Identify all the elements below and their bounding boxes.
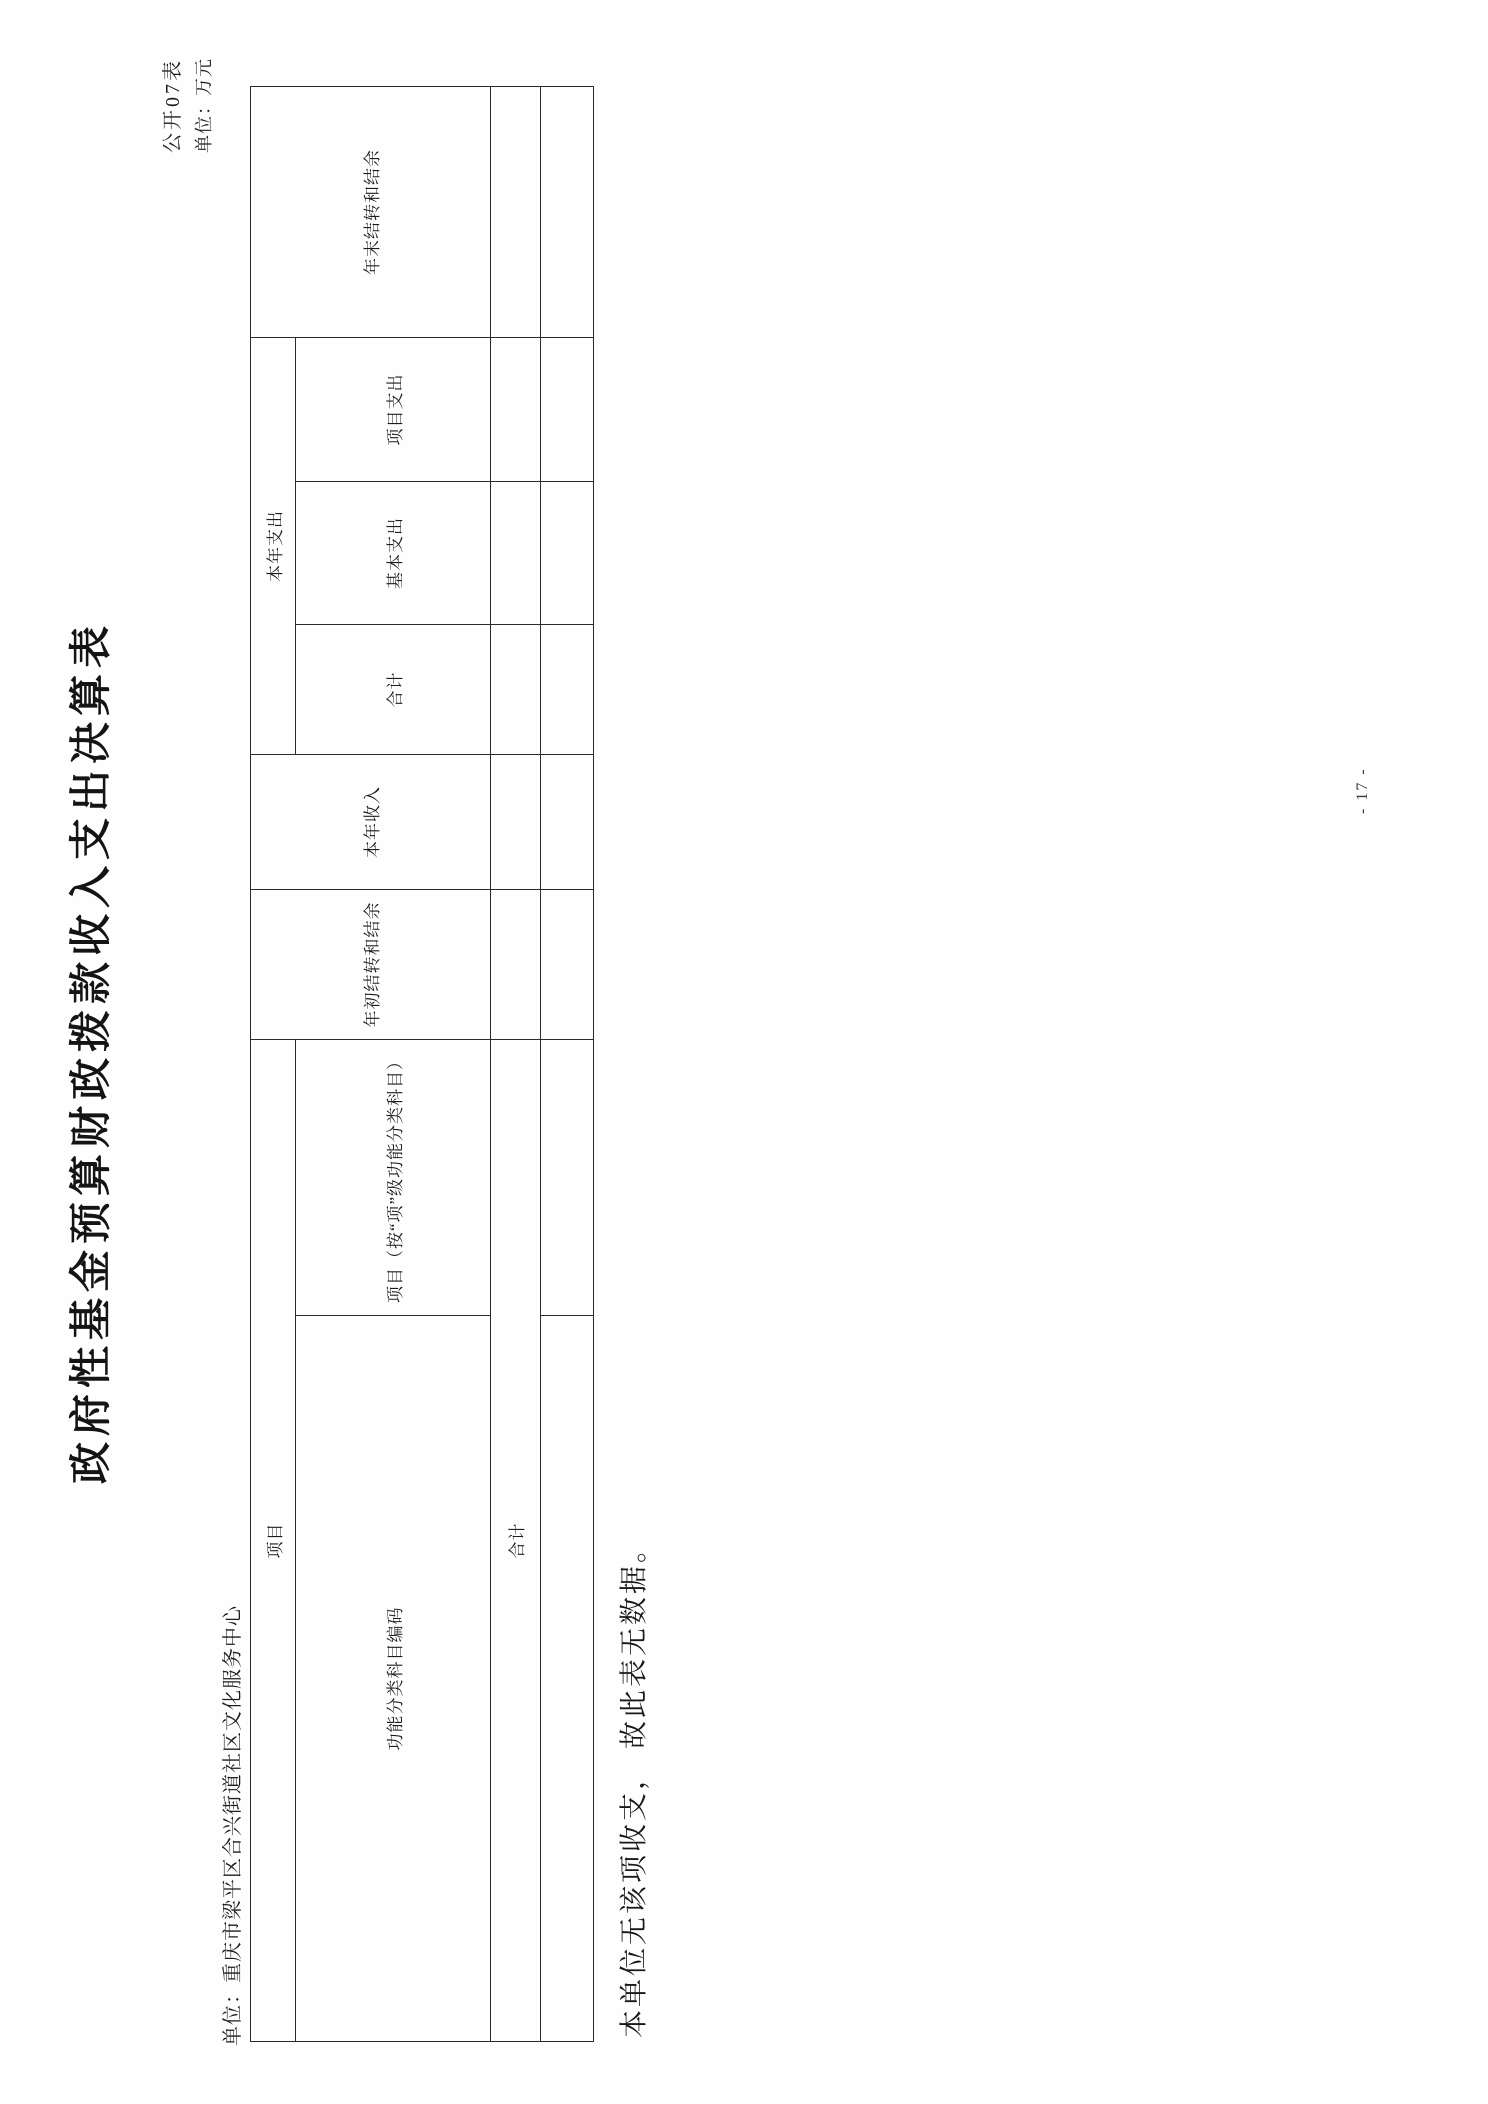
fund-budget-table xyxy=(250,86,594,2042)
col-header-expense-group: 本年支出 xyxy=(251,337,296,754)
org-unit-label: 单位：重庆市梁平区合兴街道社区文化服务中心 xyxy=(222,1605,244,2046)
table-code-label: 公开07表 xyxy=(162,58,184,153)
table-cell-empty xyxy=(541,625,594,755)
col-header-end-balance: 年末结转和结余 xyxy=(251,86,491,337)
table-cell-empty xyxy=(491,482,541,625)
table-cell-empty xyxy=(541,482,594,625)
table-cell-empty xyxy=(491,755,541,890)
header-row-2 xyxy=(296,86,491,2041)
table-cell-empty xyxy=(491,337,541,481)
total-row-label: 合计 xyxy=(491,1040,541,2042)
col-header-income: 本年收入 xyxy=(251,755,491,890)
col-header-begin-balance: 年初结转和结余 xyxy=(251,890,491,1040)
table-row-empty xyxy=(541,86,594,2041)
table-row-total xyxy=(491,86,541,2041)
table-cell-empty xyxy=(541,1316,594,2042)
col-header-item-group: 项目 xyxy=(251,1040,296,2042)
col-header-expense-total: 合计 xyxy=(296,625,491,755)
unit-currency-label: 单位：万元 xyxy=(194,58,214,153)
table-cell-empty xyxy=(541,337,594,481)
table-cell-empty xyxy=(541,86,594,337)
col-header-expense-basic: 基本支出 xyxy=(296,482,491,625)
footnote-text: 本单位无该项收支， 故此表无数据。 xyxy=(619,1531,650,2038)
col-header-expense-project: 项目支出 xyxy=(296,337,491,481)
table-cell-empty xyxy=(491,86,541,337)
header-row-1 xyxy=(251,86,296,2041)
table-cell-empty xyxy=(541,755,594,890)
page-number: - 17 - xyxy=(1354,767,1371,814)
col-header-item: 项目（按“项”级功能分类科目） xyxy=(296,1040,491,1316)
table-cell-empty xyxy=(491,625,541,755)
table-cell-empty xyxy=(541,890,594,1040)
col-header-code: 功能分类科目编码 xyxy=(296,1316,491,2042)
page-title: 政府性基金预算财政拨款收入支出决算表 xyxy=(69,620,115,1485)
table-cell-empty xyxy=(491,890,541,1040)
table-cell-empty xyxy=(541,1040,594,1316)
